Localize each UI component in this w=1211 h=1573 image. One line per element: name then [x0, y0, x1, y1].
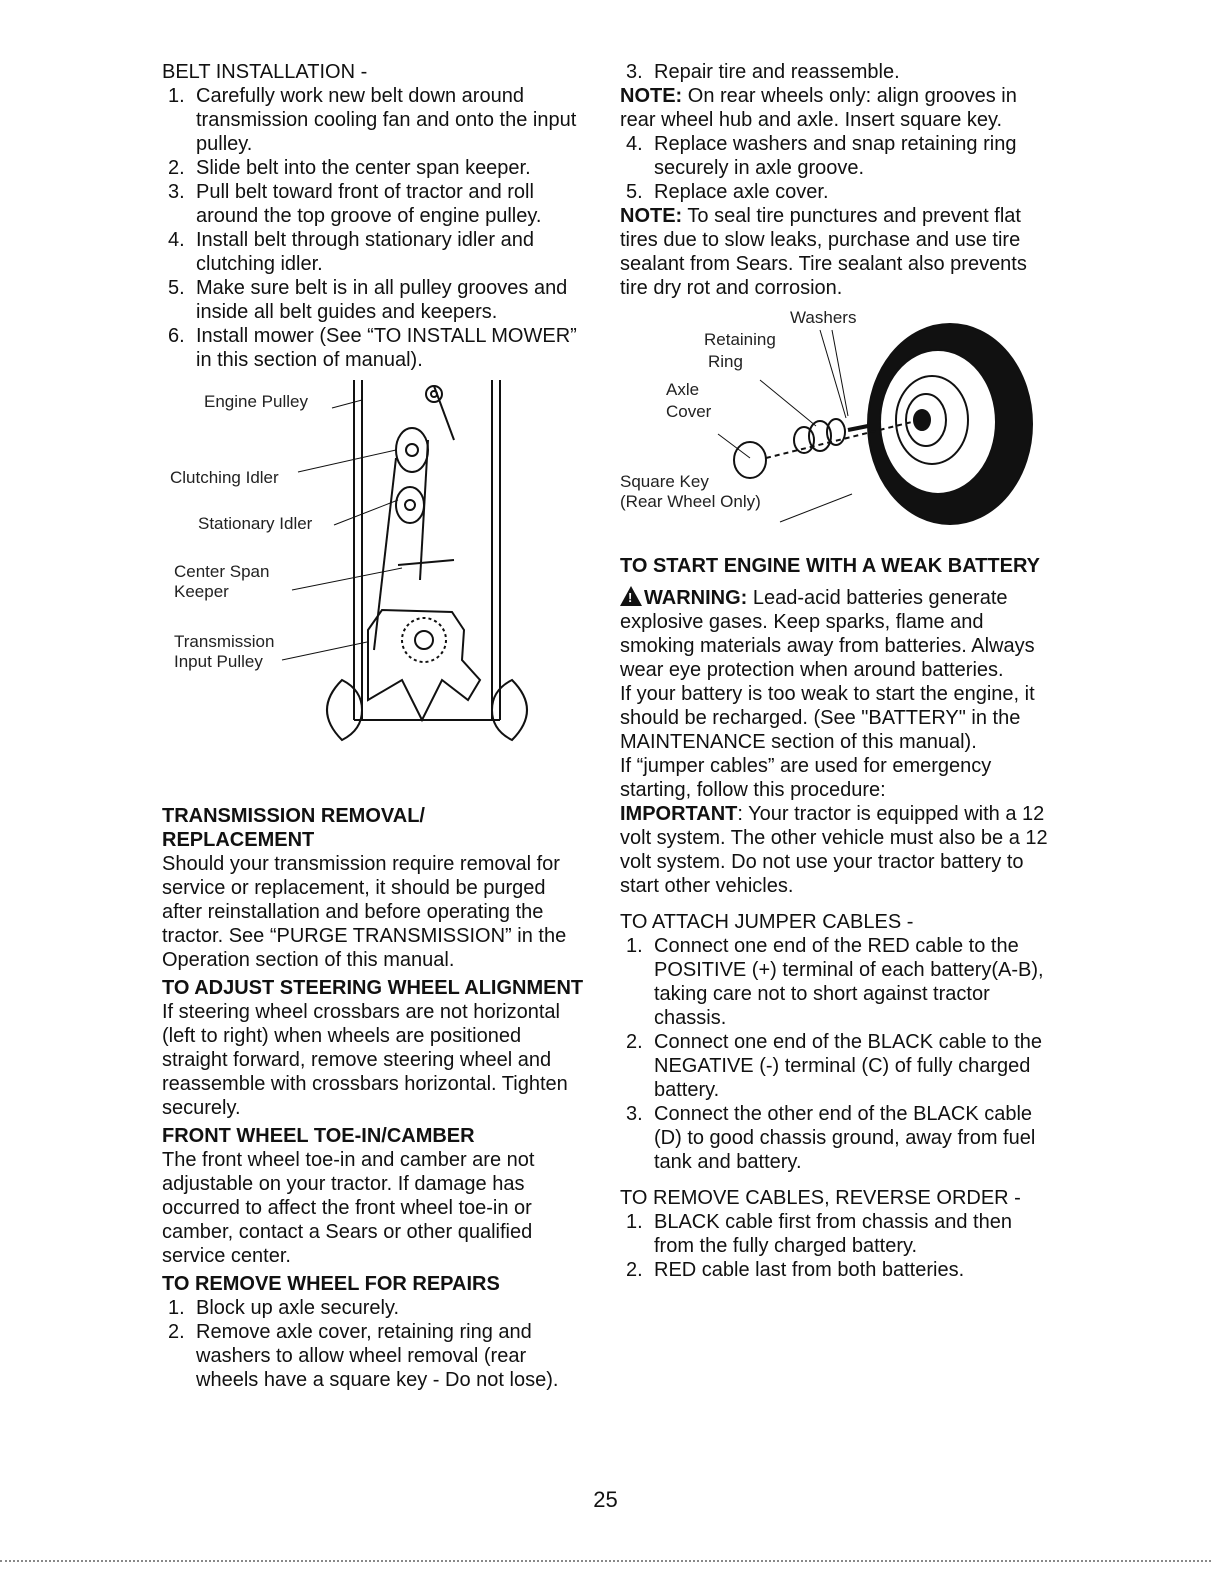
list-number: 3.	[626, 1103, 643, 1125]
page-number: 25	[593, 1487, 618, 1512]
ring-label: Ring	[708, 352, 743, 371]
center-span-label: Center Span	[174, 562, 270, 581]
belt-diagram	[162, 380, 590, 800]
keeper-label: Keeper	[174, 582, 229, 601]
list-item	[162, 156, 590, 180]
list-item	[620, 1102, 1050, 1174]
list-number: 2.	[626, 1259, 643, 1281]
important-label: IMPORTANT	[620, 803, 738, 825]
list-text: Install belt through stationary idler and clutching idler.	[196, 229, 534, 275]
remove-cables-title: TO REMOVE CABLES, REVERSE ORDER -	[620, 1187, 1021, 1209]
warning-text: Lead-acid batteries generate explosive gases. Keep sparks, flame and smoking materials away from batteries. Always wear eye protection when around batteries.	[620, 587, 1035, 681]
list-number: 3.	[168, 181, 185, 203]
list-number: 5.	[626, 181, 643, 203]
note-text: To seal tire punctures and prevent flat tires due to slow leaks, purchase and use tire sealant from Sears. Tire sealant also prevents tire dry rot and corrosion.	[620, 205, 1027, 299]
note-label: NOTE:	[620, 205, 683, 227]
list-item	[620, 1210, 1050, 1258]
input-pulley-label: Input Pulley	[174, 652, 263, 671]
list-number: 1.	[626, 1211, 643, 1233]
list-item	[620, 1258, 1050, 1282]
list-text: Connect the other end of the BLACK cable (D) to good chassis ground, away from fuel tank and battery.	[654, 1103, 1036, 1173]
list-item	[620, 934, 1050, 1030]
bottom-divider	[0, 1560, 1211, 1562]
list-number: 1.	[168, 85, 185, 107]
warning-label: WARNING:	[644, 587, 748, 609]
list-item	[162, 324, 590, 372]
list-item	[162, 84, 590, 156]
toe-in-body: The front wheel toe-in and camber are not adjustable on your tractor. If damage has occurred to affect the front wheel toe-in or camber, contact a Sears or other qualified service center.	[162, 1149, 535, 1267]
list-number: 2.	[626, 1031, 643, 1053]
stationary-idler-label: Stationary Idler	[198, 514, 313, 533]
list-number: 1.	[626, 935, 643, 957]
steering-heading: TO ADJUST STEERING WHEEL ALIGNMENT	[162, 977, 584, 999]
warning-icon: !	[620, 586, 642, 606]
toe-in-heading: FRONT WHEEL TOE-IN/CAMBER	[162, 1125, 475, 1147]
list-text: Connect one end of the BLACK cable to the NEGATIVE (-) terminal (C) of fully charged battery.	[654, 1031, 1043, 1101]
list-item	[162, 1296, 590, 1320]
list-number: 2.	[168, 157, 185, 179]
transmission-heading: TRANSMISSION REMOVAL/	[162, 805, 425, 827]
list-text: Make sure belt is in all pulley grooves and inside all belt guides and keepers.	[196, 277, 568, 323]
steering-body: If steering wheel crossbars are not horizontal (left to right) when wheels are positioned straight forward, remove steering wheel and reassemble with crossbars horizontal. Tighten securely.	[162, 1001, 568, 1119]
list-number: 6.	[168, 325, 185, 347]
list-number: 2.	[168, 1321, 185, 1343]
list-text: Install mower (See “TO INSTALL MOWER” in this section of manual).	[196, 325, 577, 371]
list-item	[162, 180, 590, 228]
list-item	[620, 132, 1050, 180]
list-text: Replace washers and snap retaining ring securely in axle groove.	[654, 133, 1017, 179]
list-item	[162, 1320, 590, 1392]
jumper-paragraph: If “jumper cables” are used for emergency starting, follow this procedure:	[620, 755, 992, 801]
remove-wheel-heading: TO REMOVE WHEEL FOR REPAIRS	[162, 1273, 500, 1295]
list-text: Replace axle cover.	[654, 181, 829, 203]
right-column	[620, 60, 1050, 1282]
list-number: 5.	[168, 277, 185, 299]
important-paragraph	[620, 802, 1050, 898]
list-text: Remove axle cover, retaining ring and washers to allow wheel removal (rear wheels have a square key - Do not lose).	[196, 1321, 559, 1391]
cover-label: Cover	[666, 402, 712, 421]
list-item	[620, 1030, 1050, 1102]
note-rear-wheels	[620, 84, 1050, 132]
list-item	[162, 276, 590, 324]
warning-paragraph	[620, 584, 1050, 682]
weak-battery-heading: TO START ENGINE WITH A WEAK BATTERY	[620, 555, 1040, 577]
note-tire-sealant	[620, 204, 1050, 300]
transmission-label: Transmission	[174, 632, 275, 651]
retaining-label: Retaining	[704, 330, 776, 349]
list-item	[620, 60, 1050, 84]
list-item	[162, 228, 590, 276]
list-text: Connect one end of the RED cable to the POSITIVE (+) terminal of each battery(A-B), taking care not to short against tractor chassis.	[654, 935, 1044, 1029]
list-text: BLACK cable first from chassis and then from the fully charged battery.	[654, 1211, 1012, 1257]
recharge-paragraph: If your battery is too weak to start the engine, it should be recharged. (See "BATTERY" in the MAINTENANCE section of this manual).	[620, 683, 1035, 753]
list-number: 3.	[626, 61, 643, 83]
note-text: On rear wheels only: align grooves in rear wheel hub and axle. Insert square key.	[620, 85, 1017, 131]
left-column	[162, 60, 590, 1392]
list-text: RED cable last from both batteries.	[654, 1259, 965, 1281]
list-item	[620, 180, 1050, 204]
wheel-diagram	[620, 308, 1050, 544]
important-text: : Your tractor is equipped with a 12 volt system. The other vehicle must also be a 12 volt system. Do not use your tractor battery to start other vehicles.	[620, 803, 1048, 897]
list-text: Repair tire and reassemble.	[654, 61, 900, 83]
attach-title: TO ATTACH JUMPER CABLES -	[620, 911, 914, 933]
square-key-label: Square Key	[620, 472, 709, 491]
engine-pulley-label: Engine Pulley	[204, 392, 308, 411]
list-text: Pull belt toward front of tractor and roll around the top groove of engine pulley.	[196, 181, 542, 227]
list-text: Slide belt into the center span keeper.	[196, 157, 531, 179]
list-text: Block up axle securely.	[196, 1297, 400, 1319]
washers-label: Washers	[790, 308, 857, 327]
list-number: 4.	[168, 229, 185, 251]
note-label: NOTE:	[620, 85, 683, 107]
list-number: 1.	[168, 1297, 185, 1319]
list-number: 4.	[626, 133, 643, 155]
rear-wheel-only-label: (Rear Wheel Only)	[620, 492, 761, 511]
transmission-heading-2: REPLACEMENT	[162, 829, 315, 851]
axle-label: Axle	[666, 380, 700, 399]
clutching-idler-label: Clutching Idler	[170, 468, 279, 487]
transmission-body: Should your transmission require removal for service or replacement, it should be purged after reinstallation and before operating the tractor. See “PURGE TRANSMISSION” in the Operation section of this manual.	[162, 853, 567, 971]
belt-installation-title: BELT INSTALLATION -	[162, 61, 368, 83]
list-text: Carefully work new belt down around transmission cooling fan and onto the input pulley.	[196, 85, 577, 155]
